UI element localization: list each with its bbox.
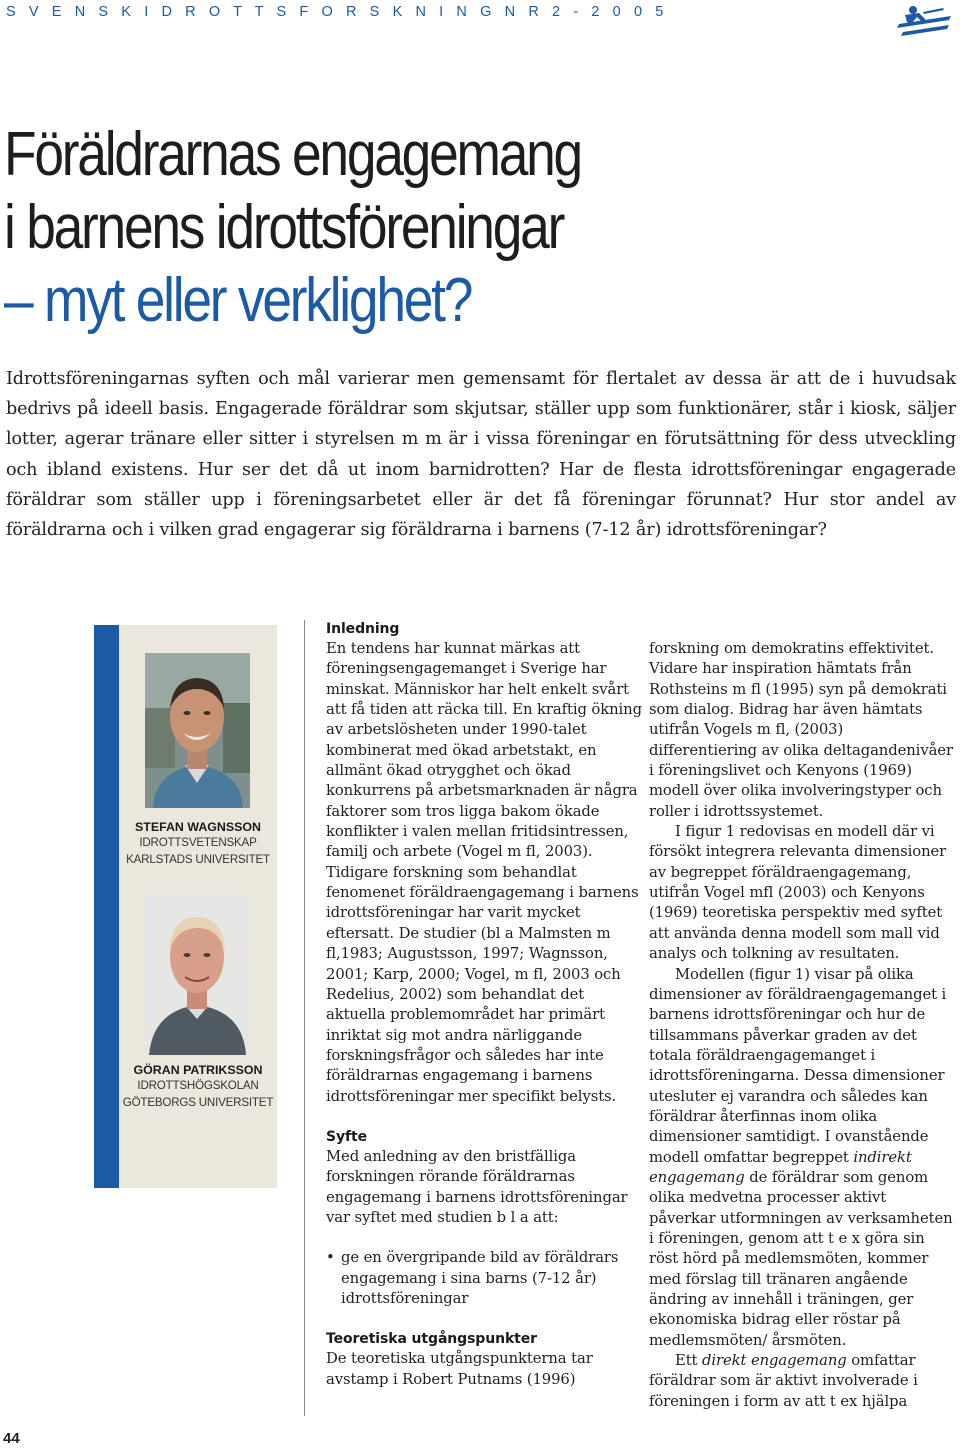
- text-run: Ett: [675, 1352, 702, 1370]
- body-column-1: [326, 619, 642, 1390]
- journal-logo-icon: [893, 4, 953, 38]
- bullet-item: [326, 1248, 642, 1309]
- paragraph-c2-3: [649, 965, 954, 1352]
- lead-paragraph: Idrottsföreningarnas syften och mål varierar men gemensamt för flertalet av dessa är att de i huvudsak bedrivs på ideell basis. Engagerade föräldrar som skjutsar, ställer upp som funktionärer, står i kiosk, säljer lotter, agerar tränare eller sitter i styrelsen m m är i vissa föreningar en förutsättning för dess utveckling och ibland existens. Hur ser det då ut inom barnidrotten? Har de flesta idrottsföreningar engagerade föräldrar som ställer upp i föreningsarbetet eller är det få föreningar förunnat? Hur stor andel av föräldrarna och i vilken grad engagerar sig föräldrarna i barnens (7-12 år) idrottsföreningar?: [6, 369, 956, 541]
- author-2: [119, 1062, 277, 1111]
- author-department: IDROTTSVETENSKAP: [139, 836, 257, 849]
- title-line-3: – myt eller verklighet?: [4, 266, 472, 335]
- author-name: GÖRAN PATRIKSSON: [133, 1063, 263, 1077]
- author-university: KARLSTADS UNIVERSITET: [126, 852, 270, 866]
- author-department: IDROTTSHÖGSKOLAN: [137, 1079, 259, 1092]
- heading-syfte: Syfte: [326, 1128, 367, 1145]
- author-1: [119, 819, 277, 868]
- paragraph-c2-4: [649, 1351, 954, 1412]
- author-photo-patriksson: [145, 895, 250, 1055]
- body-column-2: [649, 639, 954, 1412]
- paragraph-c2-2: I figur 1 redovisas en modell där vi försökt integrera relevanta dimensioner av begreppet föräldraengagemang, utifrån Vogel mfl (2003) och Kenyons (1969) teoretiska perspektiv med syftet att använda denna modell som mall vid analys och tolkning av resultaten.: [649, 823, 947, 963]
- sidebar-accent-stripe: [94, 625, 119, 1188]
- page-number: 44: [3, 1430, 20, 1447]
- emphasis-indirekt: indirekt engagemang: [649, 1148, 912, 1186]
- article-title: [4, 118, 581, 337]
- author-name: STEFAN WAGNSSON: [135, 820, 261, 834]
- paragraph-teoretiska: De teoretiska utgångspunkterna tar avstamp i Robert Putnams (1996): [326, 1350, 593, 1388]
- text-run: omfattar föräldrar som är aktivt involverade i föreningen i form av att t ex hjälpa: [649, 1352, 918, 1410]
- column-divider: [304, 620, 305, 1416]
- heading-inledning: Inledning: [326, 621, 400, 637]
- author-photo-wagnsson: [145, 653, 250, 808]
- running-header: S V E N S K I D R O T T S F O R S K N I N G N R 2 - 2 0 0 5: [6, 4, 668, 20]
- paragraph-c2-1: forskning om demokratins effektivitet. Vidare har inspiration hämtats från Rothsteins m fl (1995) syn på demokrati som dialog. Bidrag har även hämtats utifrån Vogels m fl, (2003) differentiering av olika deltagandenivåer i föreningslivet och Kenyons (1969) modell över olika involveringstyper och roller i idrottssystemet.: [649, 640, 953, 820]
- emphasis-direkt: direkt engagemang: [702, 1352, 847, 1370]
- title-line-1: Föräldrarnas engagemang: [4, 120, 581, 189]
- heading-teoretiska: Teoretiska utgångspunkter: [326, 1331, 537, 1348]
- bullet-text: ge en övergripande bild av föräldrars engagemang i sina barns (7-12 år) idrottsföreningar: [341, 1249, 619, 1307]
- text-run: Modellen (figur 1) visar på olika dimensioner av föräldraengagemanget i barnens idrottsföreningar och hur de tillsammans påverkar graden av det totala föräldraengagemanget i idrottsföreningarna. Dessa dimensioner utesluter ej varandra och således kan föräldrar återfinnas inom olika dimensioner samtidigt. I ovanstående modell omfattar begreppet: [649, 965, 947, 1166]
- paragraph-inledning: En tendens har kunnat märkas att föreningsengagemanget i Sverige har minskat. Människor har helt enkelt svårt att få tiden att räcka till. En kraftig ökning av arbetslösheten under 1990-talet kombinerat med ökad arbetstakt, en allmänt ökad otrygghet och ökad konkurrens på arbetsmarknaden är några faktorer som tros ligga bakom ökade konflikter i valen mellan fritidsintressen, familj och arbete (Vogel m fl, 2003). Tidigare forskning som behandlat fenomenet föräldraengagemang i barnens idrottsföreningar har varit mycket eftersatt. De studier (bl a Malmsten m fl,1983; Augustsson, 1997; Wagnsson, 2001; Karp, 2000; Vogel, m fl, 2003 och Redelius, 2002) som behandlat det aktuella problemområdet har primärt inriktat sig mot andra närliggande forskningsfrågor och således har inte föräldrarnas engagemang i barnens idrottsföreningar mer specifikt belysts.: [326, 640, 642, 1105]
- text-run: de föräldrar som genom olika medvetna processer aktivt påverkar utformningen av verksamheten i föreningen, genom att t e x göra sin röst hörd på medlemsmöten, kommer med förslag till tränaren angående ändring av innehåll i träningen, ger ekonomiska bidrag eller röstar på medlemsmöten/ årsmöten.: [649, 1168, 953, 1349]
- bullet-icon: •: [326, 1249, 335, 1267]
- author-university: GÖTEBORGS UNIVERSITET: [122, 1095, 274, 1109]
- title-line-2: i barnens idrottsföreningar: [4, 193, 564, 262]
- paragraph-syfte: Med anledning av den bristfälliga forskningen rörande föräldrarnas engagemang i barnens idrottsföreningar var syftet med studien b l a att:: [326, 1147, 628, 1226]
